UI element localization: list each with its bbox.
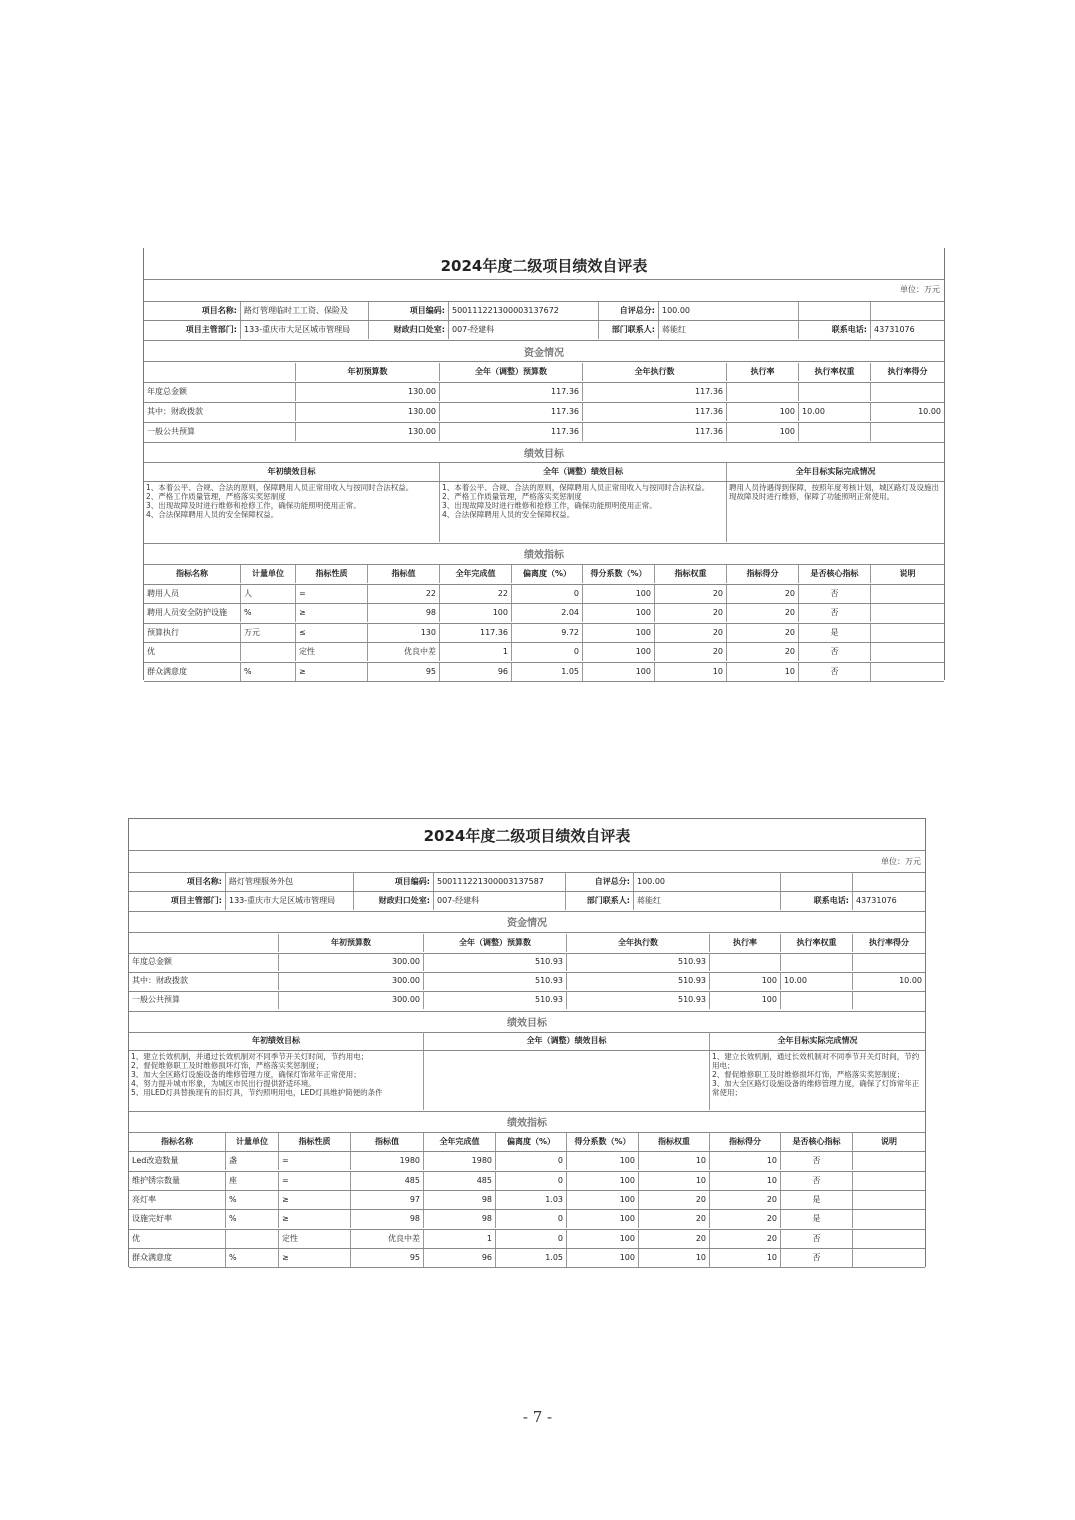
- funds-header: 执行率: [710, 934, 781, 952]
- funds-header: 执行率权重: [781, 934, 853, 952]
- indicator-cell: 否: [799, 585, 871, 603]
- indicator-cell: 万元: [241, 624, 296, 642]
- indicator-cell: 100: [567, 1191, 639, 1209]
- self-score-value: 100.00: [634, 873, 781, 891]
- indicator-cell: 20: [727, 604, 799, 622]
- indicator-cell: 人: [241, 585, 296, 603]
- indicator-cell: 1: [440, 643, 512, 661]
- project-code-value: 500111221300003137587: [434, 873, 566, 891]
- indicator-cell: 100: [567, 1249, 639, 1267]
- funds-cell: [781, 953, 853, 971]
- office-label: 财政归口处室:: [354, 892, 434, 910]
- funds-cell: 117.36: [440, 423, 583, 441]
- indicator-cell: 优良中差: [368, 643, 440, 661]
- indicator-cell: 0: [496, 1210, 567, 1228]
- funds-cell: 100: [710, 972, 781, 990]
- indicator-name: 聘用人员安全防护设施: [144, 604, 241, 622]
- dept-label: 项目主管部门:: [129, 892, 226, 910]
- indicator-cell: 20: [727, 643, 799, 661]
- indicator-cell: 100: [583, 585, 655, 603]
- indicator-cell: [871, 604, 944, 622]
- funds-cell: 10.00: [799, 403, 871, 421]
- indicator-cell: [871, 643, 944, 661]
- indicator-header: 得分系数（%）: [567, 1133, 639, 1151]
- funds-cell: 10.00: [899, 976, 922, 985]
- indicator-cell: 100: [440, 604, 512, 622]
- funds-cell: 117.36: [583, 383, 727, 401]
- dept-label: 项目主管部门:: [144, 321, 241, 339]
- indicator-header: 指标名称: [129, 1133, 226, 1151]
- indicator-cell: %: [226, 1249, 279, 1267]
- indicator-cell: 0: [512, 643, 583, 661]
- indicator-cell: 95: [368, 663, 440, 681]
- indicator-name: 聘用人员: [144, 585, 241, 603]
- phone-value: 43731076: [856, 896, 897, 905]
- indicator-cell: 9.72: [512, 624, 583, 642]
- project-name-label: 项目名称:: [144, 302, 241, 320]
- indicator-cell: %: [241, 604, 296, 622]
- contact-label: 部门联系人:: [566, 892, 634, 910]
- indicator-cell: ≥: [279, 1191, 351, 1209]
- indicator-cell: 0: [496, 1230, 567, 1248]
- funds-header: 执行率: [727, 363, 799, 381]
- indicator-cell: %: [226, 1210, 279, 1228]
- indicator-cell: [853, 1152, 925, 1170]
- indicator-cell: 20: [727, 624, 799, 642]
- indicator-cell: 0: [496, 1152, 567, 1170]
- phone-label: 联系电话:: [799, 321, 871, 339]
- goals-section-title: 绩效目标: [507, 1018, 547, 1029]
- project-code-label: 项目编码:: [369, 302, 449, 320]
- indicator-cell: 98: [424, 1191, 496, 1209]
- funds-cell: 130.00: [296, 423, 440, 441]
- phone-value: 43731076: [874, 325, 915, 334]
- indicator-header: 计量单位: [226, 1133, 279, 1151]
- funds-cell: 117.36: [440, 383, 583, 401]
- indicator-cell: [853, 1249, 925, 1267]
- indicator-cell: 20: [639, 1210, 710, 1228]
- indicator-cell: 10: [639, 1152, 710, 1170]
- funds-header: 执行率权重: [799, 363, 871, 381]
- indicator-cell: 1980: [424, 1152, 496, 1170]
- indicator-cell: 100: [567, 1230, 639, 1248]
- indicator-cell: 否: [799, 663, 871, 681]
- indicator-cell: ≤: [296, 624, 368, 642]
- indicator-name: 优: [144, 643, 241, 661]
- indicator-cell: =: [296, 585, 368, 603]
- indicator-header: 指标性质: [279, 1133, 351, 1151]
- indicator-cell: 2.04: [512, 604, 583, 622]
- funds-cell: 130.00: [296, 403, 440, 421]
- indicator-cell: 1980: [351, 1152, 424, 1170]
- indicator-cell: 否: [799, 643, 871, 661]
- indicator-header: 得分系数（%）: [583, 565, 655, 583]
- indicator-cell: 20: [727, 585, 799, 603]
- indicator-cell: 98: [424, 1210, 496, 1228]
- indicator-cell: 否: [781, 1152, 853, 1170]
- indicator-header: 指标名称: [144, 565, 241, 583]
- funds-header: 执行率得分: [869, 938, 909, 947]
- indicator-cell: 100: [583, 663, 655, 681]
- indicator-cell: 优良中差: [351, 1230, 424, 1248]
- indicator-cell: 95: [351, 1249, 424, 1267]
- project-code-label: 项目编码:: [354, 873, 434, 891]
- funds-cell: 100: [710, 991, 781, 1009]
- indicator-cell: 20: [710, 1191, 781, 1209]
- funds-cell: 117.36: [440, 403, 583, 421]
- funds-cell: 130.00: [296, 383, 440, 401]
- goal-initial-text: 1、建立长效机制，并通过长效机制对不同季节开关灯时间，节约用电； 2、督促维修职工及时维修损坏灯饰，严格落实奖惩制度； 3、加大全区路灯设施设备的维修管理力度，确保灯饰常年正常使用； 4、努力提升城市形象，为城区市民出行提供舒适环境。 5、用LED灯具替换现有的旧灯具，节约照明用电，LED灯具维护简便的条件: [129, 1051, 424, 1110]
- indicator-cell: 1.05: [496, 1249, 567, 1267]
- indicator-header: 指标得分: [710, 1133, 781, 1151]
- indicator-header: 说明: [899, 569, 916, 578]
- indicator-name: 预算执行: [144, 624, 241, 642]
- indicator-cell: 定性: [279, 1230, 351, 1248]
- indicator-cell: 10: [655, 663, 727, 681]
- indicator-cell: 100: [567, 1210, 639, 1228]
- indicator-cell: 10: [710, 1172, 781, 1190]
- indicator-cell: 0: [512, 585, 583, 603]
- indicator-cell: 130: [368, 624, 440, 642]
- indicators-section-title: 绩效指标: [507, 1118, 547, 1129]
- indicator-cell: 20: [655, 604, 727, 622]
- funds-cell: 10.00: [918, 407, 941, 416]
- goal-actual-text: 1、建立长效机制，通过长效机制对不同季节开关灯时间，节约用电； 2、督促维修职工及时维修损坏灯饰，严格落实奖惩制度； 3、加大全区路灯设施设备的维修管理力度，确保了灯饰常年正常使用；: [712, 1052, 920, 1097]
- dept-value: 133-重庆市大足区城市管理局: [241, 321, 369, 339]
- goals-header: 年初绩效目标: [129, 1032, 424, 1050]
- indicators-section-title: 绩效指标: [524, 550, 564, 561]
- funds-cell: 300.00: [279, 953, 424, 971]
- indicator-cell: 20: [710, 1210, 781, 1228]
- indicator-header: 指标权重: [639, 1133, 710, 1151]
- indicator-cell: 20: [655, 624, 727, 642]
- indicator-cell: 10: [639, 1249, 710, 1267]
- funds-row-label: 年度总金额: [129, 953, 279, 971]
- indicator-header: 指标得分: [727, 565, 799, 583]
- indicator-cell: 22: [368, 585, 440, 603]
- indicator-cell: [853, 1210, 925, 1228]
- funds-header: 执行率得分: [887, 367, 928, 376]
- project-code-value: 500111221300003137672: [449, 302, 599, 320]
- indicator-name: 群众满意度: [129, 1249, 226, 1267]
- indicator-name: 设施完好率: [129, 1210, 226, 1228]
- funds-cell: 510.93: [567, 953, 710, 971]
- goals-header: 全年（调整）绩效目标: [424, 1032, 710, 1050]
- project-name-label: 项目名称:: [129, 873, 226, 891]
- indicator-cell: 485: [351, 1172, 424, 1190]
- indicator-header: 指标值: [351, 1133, 424, 1151]
- indicator-header: 指标权重: [655, 565, 727, 583]
- goal-initial-text: 1、本着公平、合规、合法的原则，保障聘用人员正常用收入与按同时合法权益。 2、严格工作质量管理，严格落实奖惩制度 3、出现故障及时进行维修和抢修工作，确保功能照明使用正常。 4、合法保障聘用人员的安全保障权益。: [144, 482, 440, 542]
- goal-adjusted-text: 1、本着公平、合规、合法的原则，保障聘用人员正常用收入与按同时合法权益。 2、严格工作质量管理，严格落实奖惩制度 3、出现故障及时进行维修和抢修工作，确保功能照明使用正常。 4、合法保障聘用人员的安全保障权益。: [440, 482, 727, 542]
- office-label: 财政归口处室:: [369, 321, 449, 339]
- self-score-label: 自评总分:: [599, 302, 659, 320]
- funds-header: 全年（调整）预算数: [424, 934, 567, 952]
- indicator-header: 偏离度（%）: [512, 565, 583, 583]
- indicator-cell: 否: [799, 604, 871, 622]
- indicator-cell: 10: [727, 663, 799, 681]
- indicator-cell: 定性: [296, 643, 368, 661]
- funds-cell: 100: [727, 423, 799, 441]
- funds-header: 全年（调整）预算数: [440, 363, 583, 381]
- indicator-cell: 10: [710, 1249, 781, 1267]
- indicator-cell: [871, 585, 944, 603]
- indicator-header: 指标值: [368, 565, 440, 583]
- office-value: 007-经建科: [434, 892, 566, 910]
- indicator-header: 指标性质: [296, 565, 368, 583]
- indicator-cell: 96: [424, 1249, 496, 1267]
- indicator-name: 群众满意度: [144, 663, 241, 681]
- unit-label: 单位：万元: [900, 285, 940, 294]
- indicator-cell: [226, 1230, 279, 1248]
- funds-cell: 300.00: [279, 972, 424, 990]
- goals-header: 全年（调整）绩效目标: [440, 463, 727, 481]
- indicator-cell: 否: [781, 1230, 853, 1248]
- page-number: - 7 -: [522, 1408, 553, 1426]
- indicator-cell: 0: [496, 1172, 567, 1190]
- indicator-cell: 1.03: [496, 1191, 567, 1209]
- indicator-cell: 20: [639, 1191, 710, 1209]
- project-name-value: 路灯管理临时工工资、保险及: [241, 302, 369, 320]
- indicator-cell: 100: [567, 1152, 639, 1170]
- indicator-header: 是否核心指标: [781, 1133, 853, 1151]
- indicator-cell: 100: [583, 604, 655, 622]
- funds-row-label: 年度总金额: [144, 383, 296, 401]
- funds-cell: 510.93: [567, 991, 710, 1009]
- indicator-cell: ≥: [296, 604, 368, 622]
- funds-cell: [710, 953, 781, 971]
- goal-adjusted-text: [424, 1051, 710, 1110]
- funds-header: 全年执行数: [567, 934, 710, 952]
- indicator-cell: ≥: [296, 663, 368, 681]
- performance-table-2: [128, 818, 926, 1267]
- indicator-header: 是否核心指标: [799, 565, 871, 583]
- indicator-cell: ≥: [279, 1249, 351, 1267]
- self-score-label: 自评总分:: [566, 873, 634, 891]
- indicator-cell: 10: [710, 1152, 781, 1170]
- funds-cell: [853, 953, 925, 971]
- funds-cell: [781, 991, 853, 1009]
- indicator-name: 维护锈宗数量: [129, 1172, 226, 1190]
- indicator-header: 全年完成值: [440, 565, 512, 583]
- funds-cell: [727, 383, 799, 401]
- indicator-cell: [853, 1230, 925, 1248]
- indicator-cell: 盏: [226, 1152, 279, 1170]
- indicator-name: 优: [129, 1230, 226, 1248]
- indicator-cell: 20: [639, 1230, 710, 1248]
- funds-cell: 510.93: [567, 972, 710, 990]
- table-title: 2024年度二级项目绩效自评表: [440, 257, 648, 275]
- funds-cell: 100: [727, 403, 799, 421]
- funds-cell: 10.00: [781, 972, 853, 990]
- indicator-cell: %: [226, 1191, 279, 1209]
- indicator-cell: 20: [655, 643, 727, 661]
- funds-header: 年初预算数: [296, 363, 440, 381]
- indicator-cell: 96: [440, 663, 512, 681]
- funds-row-label: 其中：财政拨款: [144, 403, 296, 421]
- indicator-header: 全年完成值: [424, 1133, 496, 1151]
- funds-section-title: 资金情况: [524, 348, 564, 359]
- funds-header: 年初预算数: [279, 934, 424, 952]
- funds-cell: [871, 383, 944, 401]
- indicator-cell: 20: [655, 585, 727, 603]
- indicator-cell: 是: [781, 1210, 853, 1228]
- indicator-cell: 是: [781, 1191, 853, 1209]
- funds-section-title: 资金情况: [507, 918, 547, 929]
- contact-value: 蒋能红: [659, 321, 799, 339]
- funds-cell: [799, 383, 871, 401]
- indicator-cell: =: [279, 1152, 351, 1170]
- indicator-cell: 100: [567, 1172, 639, 1190]
- funds-cell: 300.00: [279, 991, 424, 1009]
- indicator-cell: 是: [799, 624, 871, 642]
- funds-cell: 117.36: [583, 423, 727, 441]
- indicator-cell: 98: [351, 1210, 424, 1228]
- indicator-cell: 10: [639, 1172, 710, 1190]
- funds-cell: 117.36: [583, 403, 727, 421]
- funds-cell: [871, 423, 944, 441]
- indicator-cell: 100: [583, 643, 655, 661]
- indicator-cell: ≥: [279, 1210, 351, 1228]
- indicator-cell: 98: [368, 604, 440, 622]
- funds-cell: 510.93: [424, 953, 567, 971]
- indicator-cell: 否: [781, 1172, 853, 1190]
- indicator-cell: =: [279, 1172, 351, 1190]
- unit-label: 单位：万元: [881, 857, 921, 866]
- indicator-cell: 1: [424, 1230, 496, 1248]
- funds-row-label: 其中：财政拨款: [129, 972, 279, 990]
- indicator-cell: 485: [424, 1172, 496, 1190]
- indicator-header: 说明: [881, 1137, 897, 1146]
- performance-table-1: [143, 248, 945, 680]
- self-score-value: 100.00: [659, 302, 799, 320]
- indicator-cell: [871, 624, 944, 642]
- goals-header: 全年目标实际完成情况: [795, 467, 876, 476]
- funds-cell: 510.93: [424, 991, 567, 1009]
- indicator-cell: [853, 1172, 925, 1190]
- funds-row-label: 一般公共预算: [144, 423, 296, 441]
- contact-label: 部门联系人:: [599, 321, 659, 339]
- indicator-cell: %: [241, 663, 296, 681]
- funds-cell: 510.93: [424, 972, 567, 990]
- goal-actual-text: 聘用人员待遇得到保障，按照年度考核计划，城区路灯及设施出现故障及时进行维修，保障了功能照明正常使用。: [729, 483, 939, 501]
- project-name-value: 路灯管理服务外包: [226, 873, 354, 891]
- indicator-cell: 100: [583, 624, 655, 642]
- office-value: 007-经建科: [449, 321, 599, 339]
- indicator-name: 亮灯率: [129, 1191, 226, 1209]
- indicator-cell: 1.05: [512, 663, 583, 681]
- indicator-cell: 20: [710, 1230, 781, 1248]
- contact-value: 蒋能红: [634, 892, 781, 910]
- indicator-cell: [241, 643, 296, 661]
- indicator-header: 偏离度（%）: [496, 1133, 567, 1151]
- goals-header: 全年目标实际完成情况: [777, 1036, 858, 1045]
- funds-header: 全年执行数: [583, 363, 727, 381]
- indicator-cell: 97: [351, 1191, 424, 1209]
- indicator-cell: 117.36: [440, 624, 512, 642]
- indicator-cell: [871, 663, 944, 681]
- indicator-cell: 座: [226, 1172, 279, 1190]
- phone-label: 联系电话:: [781, 892, 853, 910]
- indicator-name: Led改造数量: [129, 1152, 226, 1170]
- indicator-header: 计量单位: [241, 565, 296, 583]
- table-title: 2024年度二级项目绩效自评表: [423, 827, 631, 845]
- goals-section-title: 绩效目标: [524, 449, 564, 460]
- funds-cell: [853, 991, 925, 1009]
- indicator-cell: 否: [781, 1249, 853, 1267]
- funds-cell: [799, 423, 871, 441]
- dept-value: 133-重庆市大足区城市管理局: [226, 892, 354, 910]
- indicator-cell: 22: [440, 585, 512, 603]
- funds-row-label: 一般公共预算: [129, 991, 279, 1009]
- goals-header: 年初绩效目标: [144, 463, 440, 481]
- indicator-cell: [853, 1191, 925, 1209]
